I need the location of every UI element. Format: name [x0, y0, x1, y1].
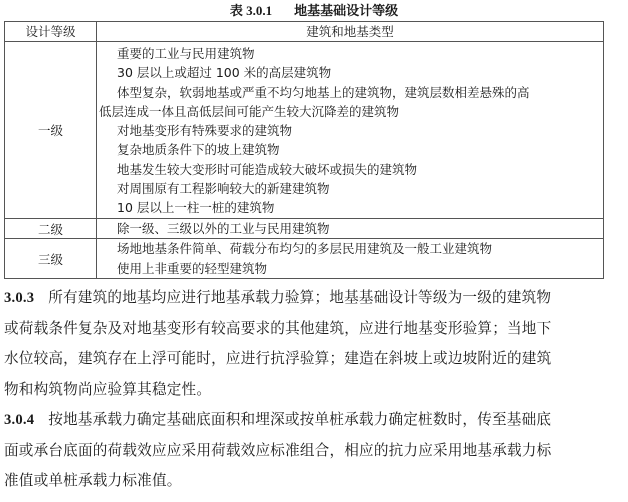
paragraph-line: [4, 283, 624, 314]
description-line: 对地基变形有特殊要求的建筑物: [117, 123, 293, 139]
clause-number: 3.0.3: [4, 290, 35, 306]
paragraph-text: 所有建筑的地基均应进行地基承载力验算；地基基础设计等级为一级的建筑物: [48, 289, 552, 306]
table-title: 地基基础设计等级: [294, 4, 399, 19]
clause-number: 3.0.4: [4, 412, 35, 428]
paragraph-line: [4, 405, 624, 436]
grade-label: 二级: [5, 219, 97, 239]
description-line: 重要的工业与民用建筑物: [117, 46, 255, 61]
description-line: 使用上非重要的轻型建筑物: [117, 260, 268, 276]
grade-label: 一级: [5, 42, 97, 219]
design-grade-table: [4, 21, 604, 279]
grade-description: [97, 219, 604, 239]
paragraph-line: 面或承台底面的荷载效应应采用荷载效应标准组合，相应的抗力应采用地基承载力标: [4, 441, 552, 459]
table-row-grade-1: [5, 42, 604, 219]
description-line: 场地地基条件简单、荷载分布均匀的多层民用建筑及一般工业建筑物: [117, 241, 493, 257]
table-header-row: [5, 22, 604, 42]
grade-description: [97, 239, 604, 279]
description-line: 低层连成一体且高低层间可能产生较大沉降差的建筑物: [99, 103, 400, 119]
description-line: 复杂地质条件下的坡上建筑物: [117, 142, 280, 158]
description-line: 除一级、三级以外的工业与民用建筑物: [117, 221, 330, 236]
header-building-type: 建筑和地基类型: [97, 22, 604, 42]
description-line: 地基发生较大变形时可能造成较大破坏或损失的建筑物: [117, 161, 418, 177]
clause-3-0-4: [4, 405, 624, 497]
table-number: 表 3.0.1: [229, 3, 273, 18]
grade-description: [97, 42, 604, 219]
clause-3-0-3: [4, 283, 624, 406]
table-caption: [0, 2, 628, 20]
paragraph-text: 按地基承载力确定基础底面积和埋深或按单桩承载力确定桩数时，传至基础底: [48, 411, 552, 428]
paragraph-line: 物和构筑物尚应验算其稳定性。: [4, 381, 212, 399]
paragraph-line: 准值或单桩承载力标准值。: [4, 472, 182, 490]
paragraph-line: 或荷载条件复杂及对地基变形有较高要求的其他建筑，应进行地基变形验算；当地下: [4, 319, 552, 337]
description-line: 30 层以上或超过 100 米的高层建筑物: [117, 65, 332, 81]
table-row-grade-3: [5, 239, 604, 279]
paragraph-line: 水位较高，建筑存在上浮可能时，应进行抗浮验算；建造在斜坡上或边坡附近的建筑: [4, 350, 552, 368]
description-line: 对周围原有工程影响较大的新建建筑物: [117, 181, 330, 197]
description-line: 体型复杂，软弱地基或严重不均匀地基上的建筑物，建筑层数相差悬殊的高: [117, 84, 530, 100]
header-design-grade: 设计等级: [5, 22, 97, 42]
grade-label: 三级: [5, 239, 97, 279]
table-row-grade-2: [5, 219, 604, 239]
description-line: 10 层以上一柱一桩的建筑物: [117, 200, 275, 216]
